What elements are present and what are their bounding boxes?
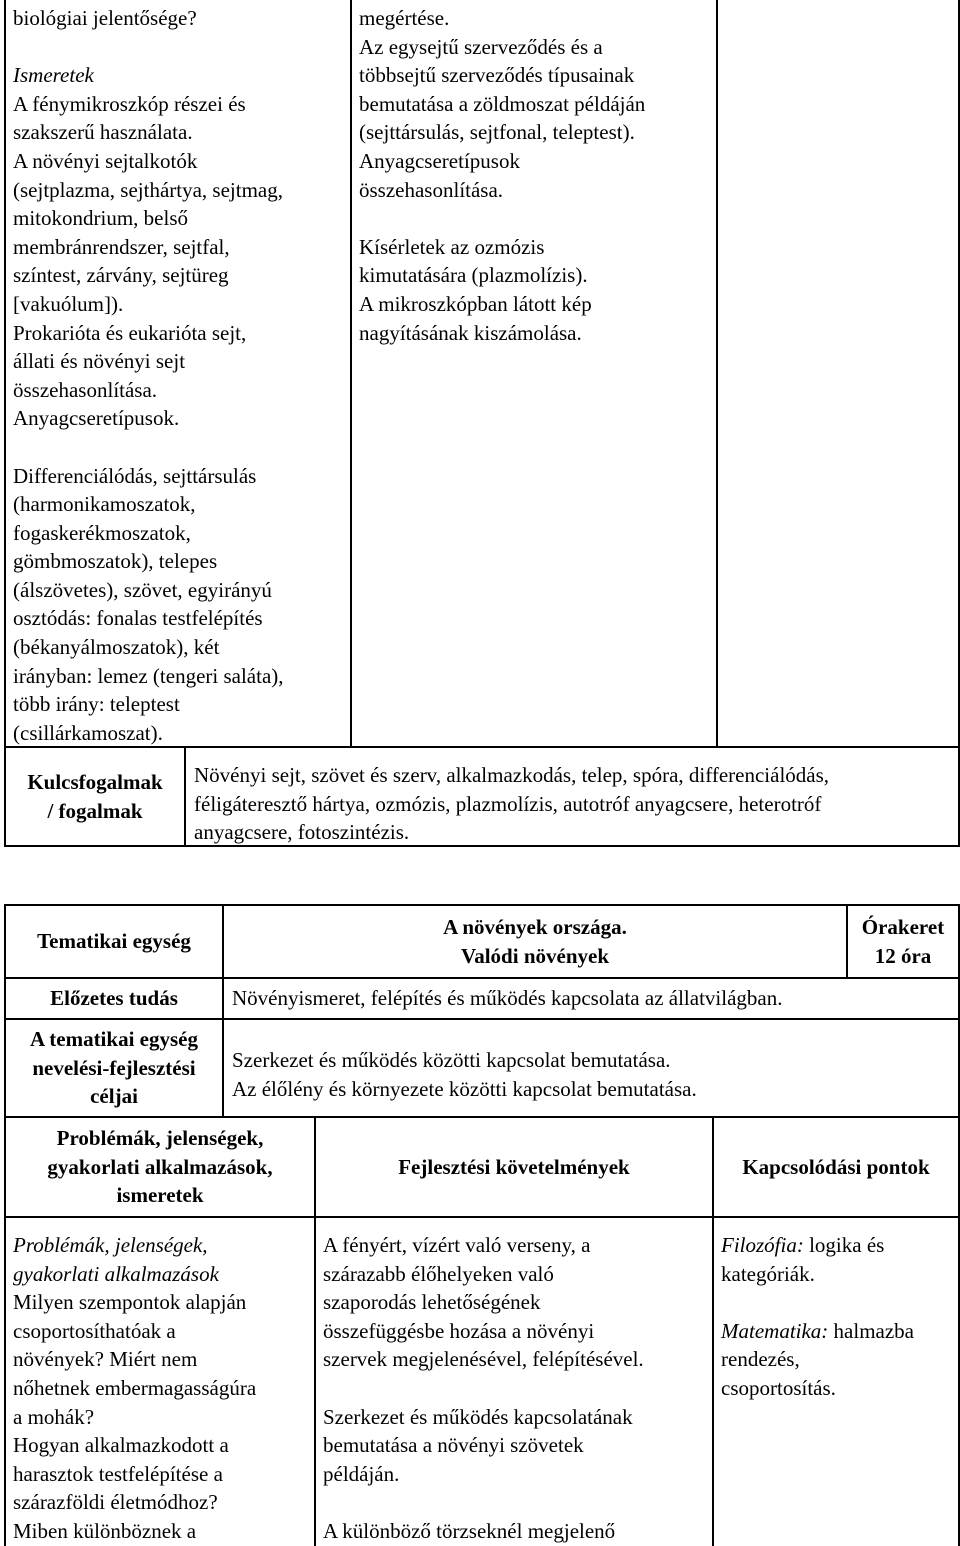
text-line: megértése.	[359, 6, 450, 30]
ismeretek-list	[13, 90, 349, 433]
unit-row-divider-4	[4, 1216, 960, 1218]
header-text: Kapcsolódási pontok	[742, 1154, 930, 1179]
text-line: rendezés,	[721, 1347, 800, 1372]
fejlesztesi-paragraph-1	[359, 4, 715, 204]
orakeret-value: 12 óra	[874, 943, 932, 968]
text-line: szakszerű használata.	[13, 120, 193, 145]
matematika-text: halmazba	[828, 1318, 914, 1343]
orakeret	[848, 906, 958, 977]
elozetes-tudas-label-text: Előzetes tudás	[50, 986, 178, 1011]
text-line: csoportosítás.	[721, 1375, 836, 1400]
text-line: a mohák?	[13, 1404, 95, 1429]
text-line: (békanyálmoszatok), két	[13, 635, 220, 660]
text-line: példáján.	[323, 1461, 400, 1486]
text-line: kategóriák.	[721, 1261, 815, 1286]
orakeret-label: Órakeret	[861, 914, 945, 939]
elozetes-tudas-label	[6, 979, 222, 1018]
text-line: A különböző törzseknél megjelenő	[323, 1518, 616, 1543]
text-line: szárazabb élőhelyeken való	[323, 1261, 554, 1286]
text-line: növények? Miért nem	[13, 1347, 198, 1372]
text-line: szervek megjelenésével, felépítésével.	[323, 1347, 644, 1372]
differencialodas-paragraph	[13, 462, 349, 748]
text-line: Anyagcseretípusok.	[13, 406, 180, 431]
text-line: osztódás: fonalas testfelépítés	[13, 606, 263, 631]
header-line: Problémák, jelenségek,	[56, 1126, 264, 1151]
celok-text	[232, 1046, 956, 1103]
ismeretek-heading: Ismeretek	[13, 63, 94, 88]
kulcsfogalmak-label-line: Kulcsfogalmak	[27, 769, 163, 794]
elozetes-tudas-text	[232, 979, 956, 1018]
kulcsfogalmak-divider	[184, 746, 186, 847]
text-line: Szerkezet és működés közötti kapcsolat bemutatása.	[232, 1048, 671, 1072]
text-line: irányban: lemez (tengeri saláta),	[13, 663, 284, 688]
fejlesztesi-para-2	[323, 1403, 711, 1489]
text-line: A fénymikroszkóp részei és	[13, 91, 246, 116]
text-line: Prokarióta és eukarióta sejt,	[13, 320, 247, 345]
text-line: Milyen szempontok alapján	[13, 1290, 247, 1315]
text-line: nagyításának kiszámolása.	[359, 320, 582, 345]
fejlesztesi-cell	[323, 1231, 711, 1546]
header-line: gyakorlati alkalmazások,	[47, 1154, 273, 1179]
text-line: több irány: teleptest	[13, 692, 180, 717]
celok-label-line: A tematikai egység	[30, 1027, 198, 1052]
text-line: csoportosíthatóak a	[13, 1318, 176, 1343]
top-middle-cell	[359, 4, 715, 347]
text-line: fogaskerékmoszatok,	[13, 520, 191, 545]
filozofia-text: logika és	[803, 1233, 885, 1257]
text-line: többsejtű szerveződés típusainak	[359, 63, 635, 88]
matematika-line	[721, 1317, 957, 1346]
text-line: (csillárkamoszat).	[13, 720, 163, 745]
text-line: kimutatására (plazmolízis).	[359, 263, 588, 288]
text-line: Kísérletek az ozmózis	[359, 234, 545, 259]
kapcsolodasi-cell	[721, 1231, 957, 1403]
kulcsfogalmak-label	[6, 748, 184, 845]
text-line: A növényi sejtalkotók	[13, 148, 198, 173]
continued-question: biológiai jelentősége?	[13, 6, 197, 30]
top-left-cell	[13, 4, 349, 747]
header-text: Fejlesztési követelmények	[398, 1154, 630, 1179]
text-line: Az egysejtű szerveződés és a	[359, 34, 603, 59]
kulcsfogalmak-text	[194, 761, 954, 847]
text-line: membránrendszer, sejtfal,	[13, 234, 230, 259]
tematikai-egyseg-label	[6, 906, 222, 977]
fejlesztesi-paragraph-2	[359, 233, 715, 347]
text-line: összehasonlítása.	[359, 177, 504, 202]
elozetes-tudas-text-value: Növényismeret, felépítés és működés kapcsolata az állatvilágban.	[232, 986, 783, 1011]
text-line: szárazföldi életmódhoz?	[13, 1490, 218, 1515]
text-line: színtest, zárvány, sejtüreg	[13, 263, 229, 288]
italic-line: gyakorlati alkalmazások	[13, 1261, 219, 1286]
text-line: szaporodás lehetőségének	[323, 1290, 541, 1315]
text-line: Növényi sejt, szövet és szerv, alkalmazkodás, telep, spóra, differenciálódás,	[194, 763, 830, 787]
unit-title-line: A növények országa.	[443, 914, 627, 939]
unit-title-line: Valódi növények	[460, 943, 609, 968]
text-line: Anyagcseretípusok	[359, 148, 520, 173]
celok-label-line: céljai	[90, 1084, 138, 1109]
top-right-cell	[718, 0, 958, 746]
fejlesztesi-para-1	[323, 1231, 711, 1374]
text-line: Hogyan alkalmazkodott a	[13, 1433, 229, 1458]
text-line: Az élőlény és környezete közötti kapcsolat bemutatása.	[232, 1076, 697, 1101]
text-line: Miben különböznek a	[13, 1518, 197, 1543]
filozofia-line	[721, 1231, 957, 1260]
text-line: összehasonlítása.	[13, 377, 158, 402]
text-line: bemutatása a növényi szövetek	[323, 1433, 584, 1458]
text-line: nőhetnek embermagasságúra	[13, 1375, 257, 1400]
text-line: A fényért, vízért való verseny, a	[323, 1233, 591, 1257]
unit-title	[224, 906, 846, 977]
text-line: (harmonikamoszatok,	[13, 492, 196, 517]
italic-line: Problémák, jelenségek,	[13, 1233, 208, 1257]
fejlesztesi-para-3	[323, 1517, 711, 1546]
text-line: anyagcsere, fotoszintézis.	[194, 820, 410, 845]
tematikai-egyseg-label-text: Tematikai egység	[37, 929, 191, 954]
matematika-label: Matematika:	[721, 1318, 829, 1343]
header-kapcsolodasi-pontok	[714, 1118, 958, 1216]
text-line: (sejtplazma, sejthártya, sejtmag,	[13, 177, 283, 202]
text-line: Differenciálódás, sejttársulás	[13, 463, 257, 488]
text-line: [vakuólum]).	[13, 291, 124, 316]
text-line: bemutatása a zöldmoszat példáján	[359, 91, 646, 116]
text-line: harasztok testfelépítése a	[13, 1461, 223, 1486]
filozofia-label: Filozófia:	[721, 1233, 804, 1257]
problemak-cell	[13, 1231, 313, 1546]
header-line: ismeretek	[116, 1183, 204, 1208]
top-table-divider-1	[350, 0, 352, 747]
kulcsfogalmak-label-line: / fogalmak	[47, 798, 143, 823]
celok-label	[6, 1020, 222, 1116]
text-line: állati és növényi sejt	[13, 349, 186, 374]
text-line: összefüggésbe hozása a növényi	[323, 1318, 595, 1343]
text-line: (sejttársulás, sejtfonal, teleptest).	[359, 120, 635, 145]
text-line: féligáteresztő hártya, ozmózis, plazmolízis, autotróf anyagcsere, heterotróf	[194, 791, 822, 816]
celok-label-line: nevelési-fejlesztési	[32, 1055, 196, 1080]
text-line: (álszövetes), szövet, egyirányú	[13, 577, 272, 602]
header-fejlesztesi-kovetelmenyek	[316, 1118, 712, 1216]
text-line: Szerkezet és működés kapcsolatának	[323, 1404, 633, 1429]
text-line: A mikroszkópban látott kép	[359, 291, 592, 316]
header-problemak	[6, 1118, 314, 1216]
text-line: mitokondrium, belső	[13, 206, 188, 231]
text-line: gömbmoszatok), telepes	[13, 549, 218, 574]
